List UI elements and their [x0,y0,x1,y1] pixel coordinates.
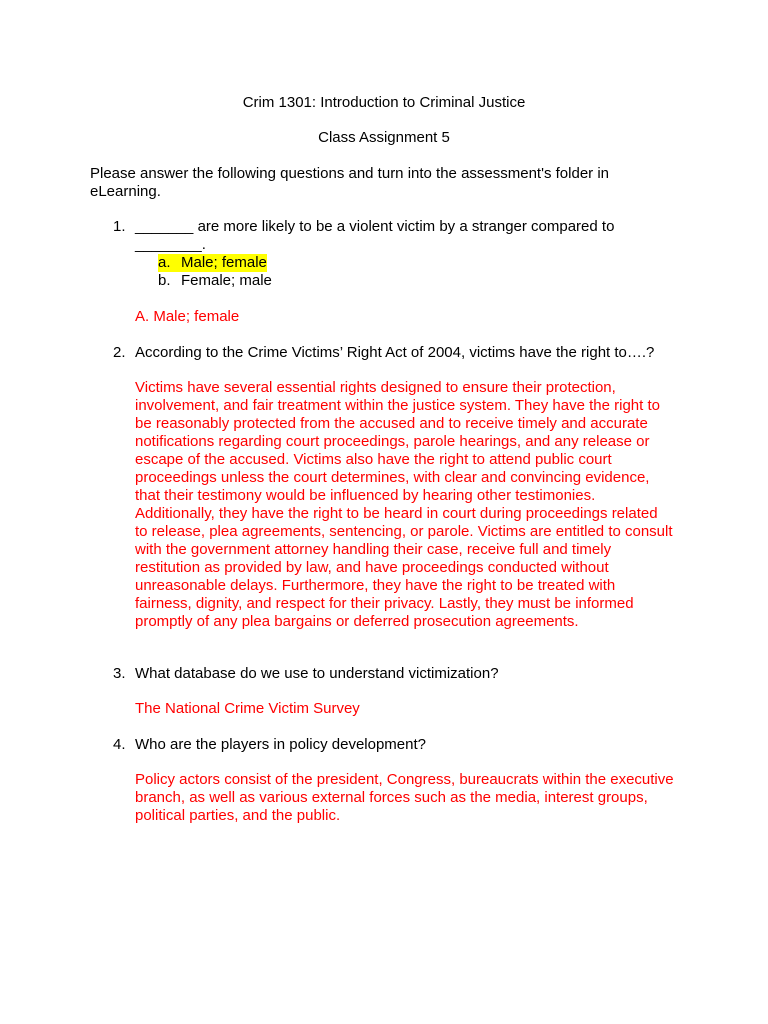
question-3-text: What database do we use to understand victimization? [135,665,499,682]
option-b-letter: b. [158,272,171,289]
answer-line: unreasonable delays. Furthermore, they have the right to be treated with [135,577,616,594]
answer-line: that their testimony would be influenced by hearing other testimonies. [135,487,596,504]
answer-line: promptly of any plea bargains or deferred prosecution agreements. [135,613,579,630]
option-b-text: Female; male [181,272,272,289]
answer-line: with the government attorney handling their case, receive full and timely [135,541,612,558]
answer-line: notifications regarding court proceedings, parole hearings, and any release or [135,433,650,450]
question-1-text-line-1: _______ are more likely to be a violent victim by a stranger compared to [135,218,615,235]
assignment-title: Class Assignment 5 [318,129,450,146]
answer-line: escape of the accused. Victims also have the right to attend public court [135,451,612,468]
answer-line: proceedings unless the court determines, with clear and convincing evidence, [135,469,650,486]
answer-line: Additionally, they have the right to be heard in court during proceedings related [135,505,658,522]
answer-line: to release, plea agreements, sentencing, or parole. Victims are entitled to consult [135,523,673,540]
question-2-text: According to the Crime Victims’ Right Act of 2004, victims have the right to….? [135,344,655,361]
answer-line: fairness, dignity, and respect for their privacy. Lastly, they must be informed [135,595,634,612]
question-1-answer: A. Male; female [135,308,240,325]
question-4-text: Who are the players in policy development? [135,736,426,753]
course-title: Crim 1301: Introduction to Criminal Justice [242,94,526,111]
instructions-line-2: eLearning. [90,183,161,200]
question-1-text-line-2: ________. [135,236,206,253]
question-2-answer [135,379,673,631]
answer-line: be reasonably protected from the accused and to receive timely and accurate [135,415,648,432]
instructions-line-1: Please answer the following questions and turn into the assessment's folder in [90,165,609,182]
question-1-option-a [158,254,267,272]
question-2-number: 2. [113,344,126,361]
question-3-answer: The National Crime Victim Survey [135,700,360,717]
question-4-number: 4. [113,736,126,753]
answer-line: Victims have several essential rights designed to ensure their protection, [135,379,616,396]
question-3-number: 3. [113,665,126,682]
question-1-option-b [158,272,288,290]
option-a-letter: a. [158,254,171,271]
answer-line: restitution as provided by law, and have proceedings conducted without [135,559,609,576]
answer-line: branch, as well as various external forces such as the media, interest groups, [135,789,648,806]
answer-line: involvement, and fair treatment within the justice system. They have the right to [135,397,660,414]
question-1-number: 1. [113,218,126,235]
option-a-text: Male; female [181,254,267,271]
answer-line: Policy actors consist of the president, Congress, bureaucrats within the executive [135,771,674,788]
answer-line: political parties, and the public. [135,807,341,824]
question-4-answer [135,771,674,825]
